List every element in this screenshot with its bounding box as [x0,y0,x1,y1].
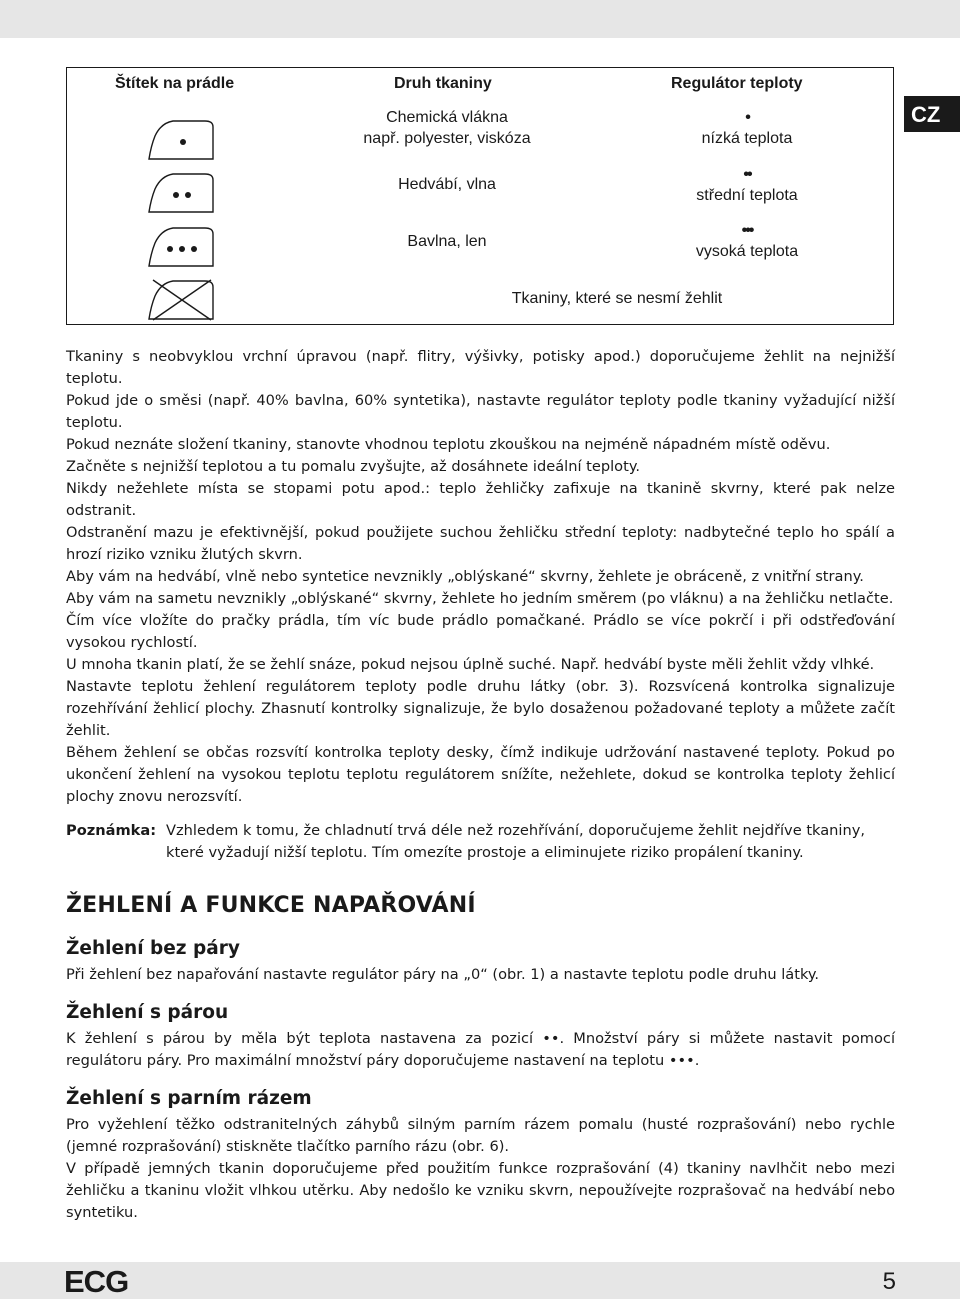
paragraph: Aby vám na hedvábí, vlně nebo syntetice nevznikly „oblýskané“ skvrny, žehlete je obráceně, z vnitřní strany. [66,568,864,585]
fabric-synthetic [337,107,557,149]
paragraph: Tkaniny s neobvyklou vrchní úpravou (např. ﬂitry, výšivky, potisky apod.) doporučujeme žehlit na nejnižší teplotu. [66,348,895,387]
paragraph: Začněte s nejnižší teplotou a tu pomalu zvyšujte, až dosáhnete ideální teploty. [66,458,641,475]
temp-high [627,220,867,262]
table-header-fabric: Druh tkaniny [394,75,492,92]
temp-medium [627,164,867,206]
fabric-synthetic-line2: např. polyester, viskóza [363,130,531,147]
temp-low [627,107,867,149]
paragraph: K žehlení s párou by měla být teplota nastavena za pozicí ••. Množství páry si můžete nastavit pomocí regulátoru páry. Pro maximální množství páry doporučujeme nastavení na teplotu •••. [66,1030,895,1069]
paragraph: Pokud jde o směsi (např. 40% bavlna, 60% syntetika), nastavte regulátor teploty podle tkaniny vyžadující nižší teplotu. [66,392,895,431]
iron-1-dot-icon [147,118,215,162]
care-label-table [66,67,894,325]
subsection-heading: Žehlení s párou [66,1002,229,1023]
temp-medium-dots: •• [743,166,751,183]
iron-3-dots-icon [147,225,215,269]
temp-low-label: nízká teplota [701,130,793,147]
footer-bar [0,1262,960,1299]
iron-2-dots-icon [147,171,215,215]
paragraph: V případě jemných tkanin doporučujeme před použitím funkce rozprašování (4) tkaniny navlhčit nebo mezi žehličku a tkaninu vložit vlhkou utěrku. Aby nedošlo ke vzniku skvrn, nepoužívejte rozprašovač na hedvábí nebo syntetiku. [66,1160,895,1221]
section-title: ŽEHLENÍ A FUNKCE NAPAŘOVÁNÍ [66,893,476,918]
language-badge: CZ [904,96,960,132]
paragraph: Pro vyžehlení těžko odstranitelných záhybů silným parním rázem pomalu (husté rozprašování) nebo rychle (jemné rozprašování) stiskněte tlačítko parního rázu (obr. 6). [66,1116,895,1155]
paragraph: Při žehlení bez napařování nastavte regulátor páry na „0“ (obr. 1) a nastavte teplotu podle druhu látky. [66,966,820,983]
paragraph: U mnoha tkanin platí, že se žehlí snáze, pokud nejsou úplně suché. Např. hedvábí byste měli žehlit vždy vlhké. [66,656,875,673]
temp-high-dots: ••• [741,222,753,239]
iron-crossed-icon [147,278,215,322]
brand-logo: ECG [64,1264,129,1299]
paragraph: Pokud neznáte složení tkaniny, stanovte vhodnou teplotu zkouškou na nejméně nápadném místě oděvu. [66,436,831,453]
note-text: Vzhledem k tomu, že chladnutí trvá déle než rozehřívání, doporučujeme žehlit nejdříve tkaniny, které vyžadují nižší teplotu. Tím omezíte prostoje a eliminujete riziko propálení tkaniny. [166,822,866,861]
subsection-heading: Žehlení s parním rázem [66,1088,312,1109]
temp-low-dots: • [745,109,749,126]
top-bar [0,0,960,38]
subsection-heading: Žehlení bez páry [66,938,240,959]
paragraph: Během žehlení se občas rozsvítí kontrolka teploty desky, čímž indikuje udržování nastavené teploty. Pokud po ukončení žehlení na vysokou teplotu teplotu regulátorem snížíte, nežehlete, dokud se kontrolka teploty žehlicí plochy znovu nerozsvítí. [66,744,895,805]
page-number: 5 [882,1268,896,1295]
fabric-synthetic-line1: Chemická vlákna [386,109,508,126]
fabric-silk-wool: Hedvábí, vlna [398,176,496,193]
note [66,820,895,864]
table-header-label: Štítek na prádle [115,75,235,92]
main-content [66,346,895,1224]
paragraph: Nastavte teplotu žehlení regulátorem teploty podle druhu látky (obr. 3). Rozsvícená kontrolka signalizuje rozehřívání žehlicí plochy. Zhasnutí kontrolky signalizuje, že bylo dosaženou požadované teploty a můžete začít žehlit. [66,678,895,739]
table-header-temp: Regulátor teploty [671,75,803,92]
note-label: Poznámka: [66,822,157,839]
paragraph: Nikdy nežehlete místa se stopami potu apod.: teplo žehličky zaﬁxuje na tkanině skvrny, které pak nelze odstranit. [66,480,895,519]
temp-high-label: vysoká teplota [695,243,799,260]
paragraph: Čím více vložíte do pračky prádla, tím víc bude prádlo pomačkané. Prádlo se více pokrčí i při odstřeďování vysokou rychlostí. [66,612,895,651]
fabric-do-not-iron: Tkaniny, které se nesmí žehlit [511,290,723,307]
paragraph: Odstranění mazu je efektivnější, pokud použijete suchou žehličku střední teploty: nadbytečné teplo ho spálí a hrozí riziko vzniku žlutých skvrn. [66,524,895,563]
temp-medium-label: střední teplota [696,187,798,204]
paragraph: Aby vám na sametu nevznikly „oblýskané“ skvrny, žehlete ho jedním směrem (po vláknu) a na žehličku netlačte. [66,590,894,607]
fabric-cotton-linen: Bavlna, len [407,233,487,250]
